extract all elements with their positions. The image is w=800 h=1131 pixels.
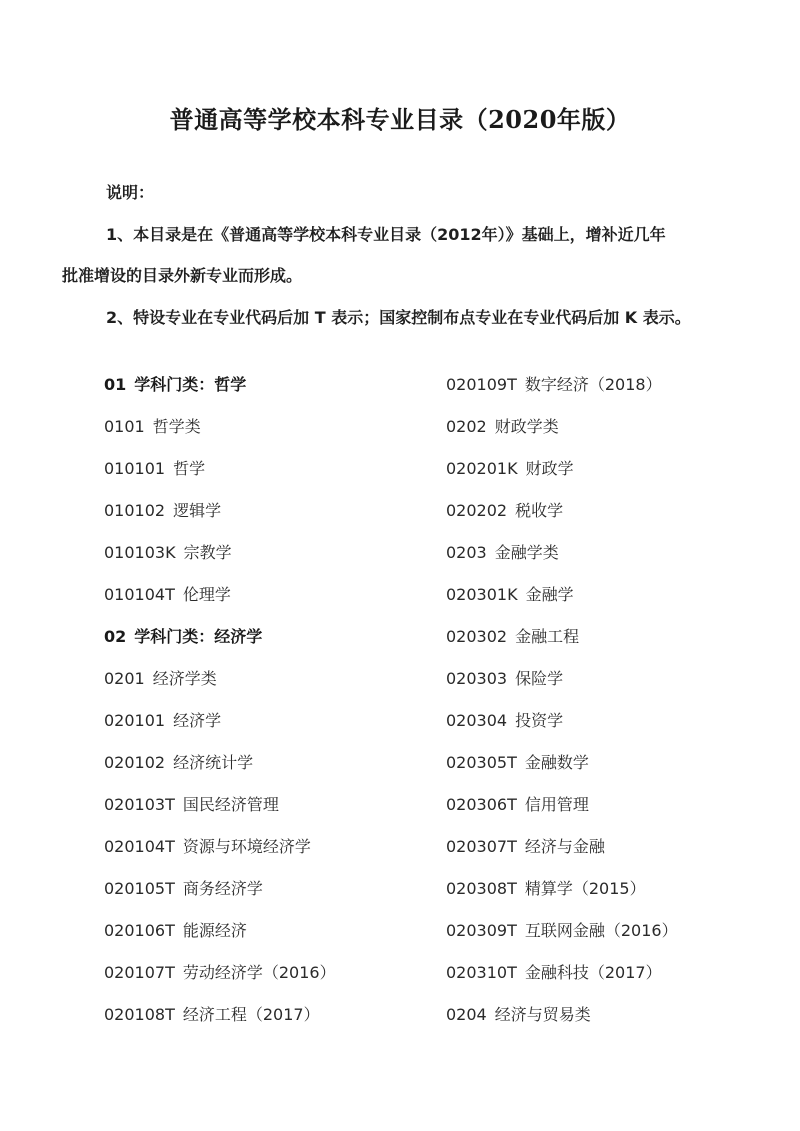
major-entry: [446, 500, 678, 542]
major-code: 020109T: [446, 375, 517, 394]
major-name: 逻辑学: [173, 501, 222, 520]
major-name: 数字经济（2018）: [524, 375, 662, 394]
major-name: 金融学: [525, 585, 574, 604]
major-name: 信用管理: [524, 795, 589, 814]
major-code: 010102: [104, 501, 166, 520]
major-entry: [446, 1004, 678, 1046]
major-entry: [446, 878, 678, 920]
major-code: 010104T: [104, 585, 175, 604]
major-entry: [446, 836, 678, 878]
note-item-2: 2、特设专业在专业代码后加 T 表示；国家控制布点专业在专业代码后加 K 表示。: [106, 308, 691, 327]
major-entry: [104, 710, 336, 752]
major-code: 020309T: [446, 921, 517, 940]
major-name: 投资学: [515, 711, 564, 730]
major-name: 保险学: [515, 669, 564, 688]
major-entry: [104, 794, 336, 836]
major-code: 020305T: [446, 753, 517, 772]
major-code: 020308T: [446, 879, 517, 898]
major-entry: [104, 668, 336, 710]
major-name: 宗教学: [183, 543, 232, 562]
major-code: 020104T: [104, 837, 175, 856]
major-entry: [104, 1004, 336, 1046]
major-code: 020310T: [446, 963, 517, 982]
major-code: 020201K: [446, 459, 518, 478]
major-name: 国民经济管理: [182, 795, 279, 814]
major-code: 02: [104, 627, 127, 646]
major-name: 经济与金融: [524, 837, 605, 856]
major-code: 020103T: [104, 795, 175, 814]
major-name: 经济学类: [152, 669, 217, 688]
major-entry: [446, 668, 678, 710]
major-name: 哲学: [173, 459, 206, 478]
major-entry: [104, 920, 336, 962]
category-heading: [104, 374, 336, 416]
major-entry: [446, 416, 678, 458]
major-code: 0101: [104, 417, 145, 436]
document-title: 普通高等学校本科专业目录（2020年版）: [169, 105, 631, 134]
major-entry: [104, 458, 336, 500]
major-entry: [104, 500, 336, 542]
major-code: 020101: [104, 711, 166, 730]
major-name: 伦理学: [182, 585, 231, 604]
major-name: 金融工程: [515, 627, 580, 646]
major-entry: [446, 374, 678, 416]
major-entry: [104, 836, 336, 878]
major-code: 020106T: [104, 921, 175, 940]
major-entry: [104, 542, 336, 584]
major-code: 0202: [446, 417, 487, 436]
major-entry: [446, 542, 678, 584]
major-name: 金融学类: [494, 543, 559, 562]
major-entry: [446, 920, 678, 962]
major-name: 学科门类：哲学: [134, 375, 247, 394]
major-entry: [446, 794, 678, 836]
major-code: 020302: [446, 627, 508, 646]
major-entry: [104, 752, 336, 794]
major-entry: [446, 626, 678, 668]
major-code: 0204: [446, 1005, 487, 1024]
major-code: 020304: [446, 711, 508, 730]
notes-heading: 说明：: [106, 183, 155, 202]
major-name: 税收学: [515, 501, 564, 520]
major-name: 能源经济: [182, 921, 247, 940]
category-heading: [104, 626, 336, 668]
major-name: 财政学: [525, 459, 574, 478]
major-code: 020306T: [446, 795, 517, 814]
major-entry: [104, 416, 336, 458]
right-column-list: [446, 374, 678, 1046]
major-code: 0201: [104, 669, 145, 688]
major-entry: [446, 458, 678, 500]
major-entry: [104, 962, 336, 1004]
major-name: 学科门类：经济学: [134, 627, 263, 646]
major-code: 020105T: [104, 879, 175, 898]
major-code: 0203: [446, 543, 487, 562]
major-code: 01: [104, 375, 127, 394]
major-code: 020107T: [104, 963, 175, 982]
major-code: 020102: [104, 753, 166, 772]
major-name: 精算学（2015）: [524, 879, 646, 898]
major-name: 资源与环境经济学: [182, 837, 311, 856]
note-item-1-line-1: 1、本目录是在《普通高等学校本科专业目录（2012年）》基础上，增补近几年: [106, 225, 666, 244]
major-code: 010101: [104, 459, 166, 478]
major-code: 010103K: [104, 543, 176, 562]
major-name: 劳动经济学（2016）: [182, 963, 336, 982]
major-code: 020301K: [446, 585, 518, 604]
major-code: 020307T: [446, 837, 517, 856]
major-name: 经济与贸易类: [494, 1005, 591, 1024]
major-entry: [104, 878, 336, 920]
major-name: 经济学: [173, 711, 222, 730]
major-name: 互联网金融（2016）: [524, 921, 678, 940]
major-entry: [446, 962, 678, 1004]
major-entry: [446, 710, 678, 752]
note-item-1-line-2: 批准增设的目录外新专业而形成。: [62, 266, 303, 285]
major-name: 哲学类: [152, 417, 201, 436]
major-name: 财政学类: [494, 417, 559, 436]
major-code: 020202: [446, 501, 508, 520]
major-entry: [446, 752, 678, 794]
left-column-list: [104, 374, 336, 1046]
major-code: 020108T: [104, 1005, 175, 1024]
major-entry: [446, 584, 678, 626]
major-name: 金融数学: [524, 753, 589, 772]
major-code: 020303: [446, 669, 508, 688]
major-entry: [104, 584, 336, 626]
major-name: 经济统计学: [173, 753, 254, 772]
major-name: 金融科技（2017）: [524, 963, 662, 982]
major-name: 经济工程（2017）: [182, 1005, 320, 1024]
major-name: 商务经济学: [182, 879, 263, 898]
